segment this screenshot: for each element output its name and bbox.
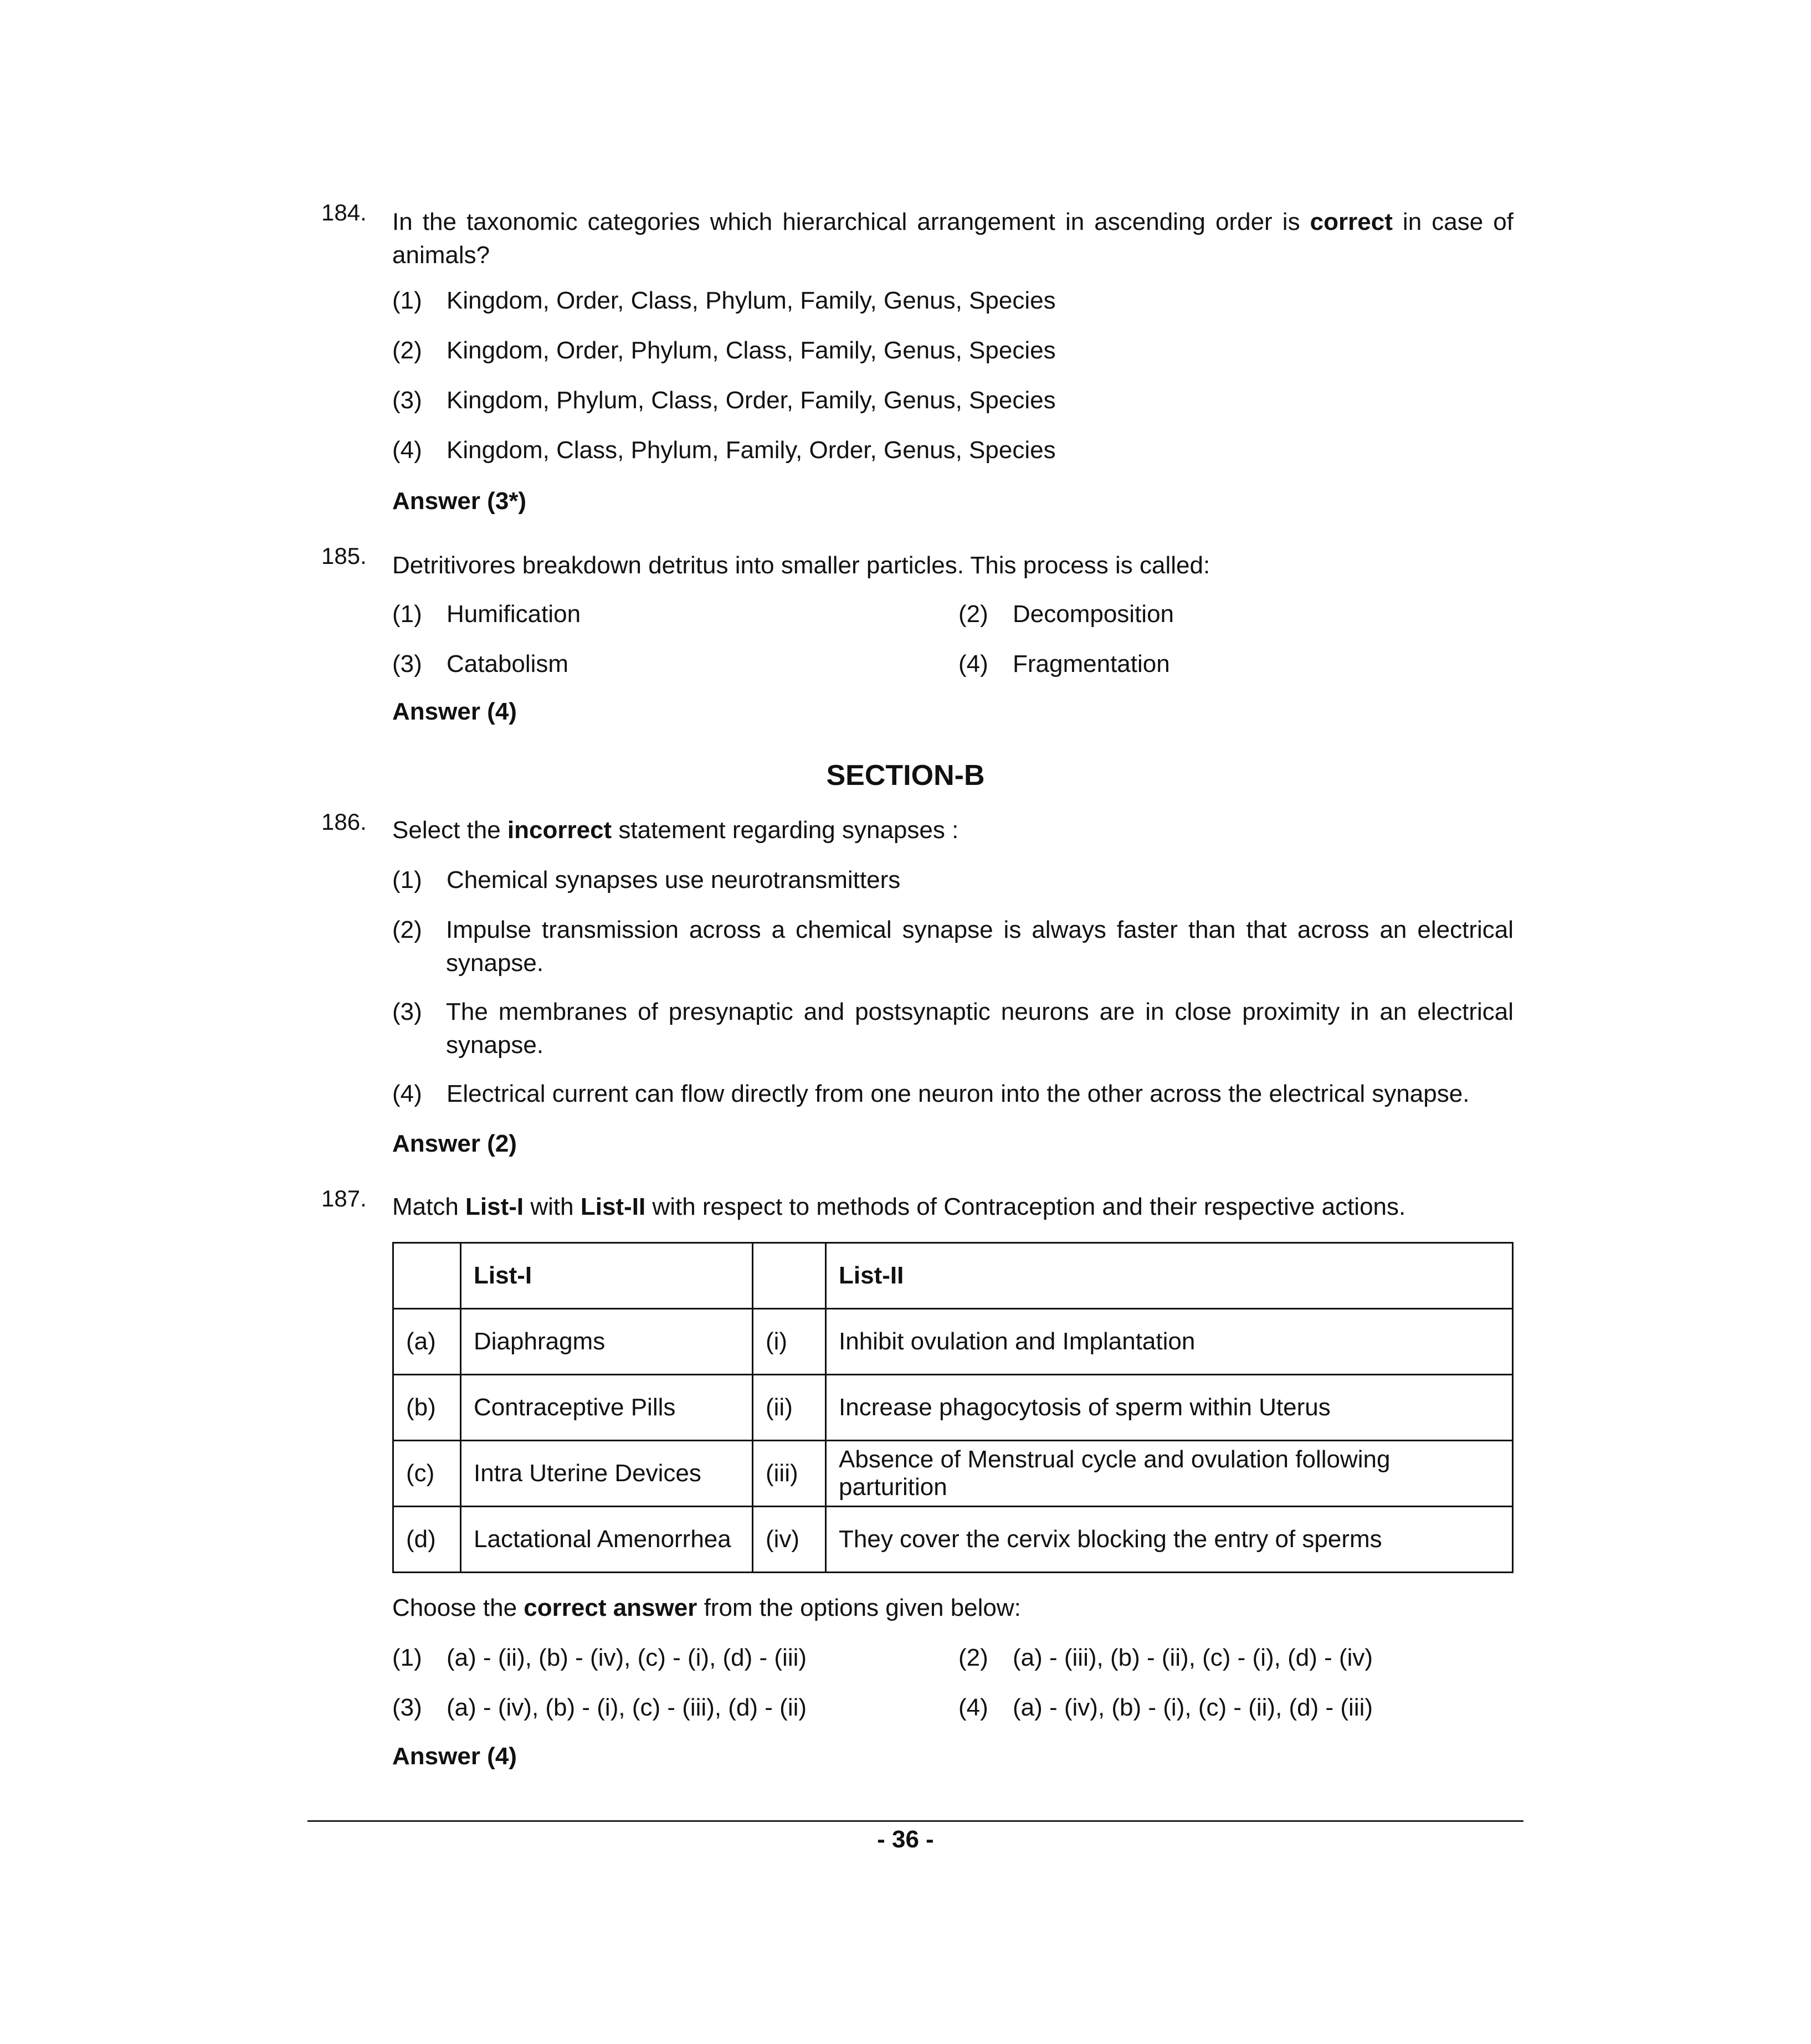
list2-item: Inhibit ovulation and Implantation <box>826 1309 1513 1375</box>
q187-number: 187. <box>321 1185 367 1211</box>
table-row <box>393 1507 1513 1573</box>
q186-option-1: (1) Chemical synapses use neurotransmitters <box>392 866 901 893</box>
q187-option-1: (1) (a) - (ii), (b) - (iv), (c) - (i), (d) - (iii) <box>392 1644 807 1671</box>
list2-item: Absence of Menstrual cycle and ovulation following parturition <box>826 1441 1513 1507</box>
q186-answer: Answer (2) <box>392 1130 517 1157</box>
page-number: - 36 - <box>877 1826 934 1853</box>
q186-number: 186. <box>321 809 367 835</box>
list1-item: Lactational Amenorrhea <box>461 1507 753 1573</box>
q187-answer: Answer (4) <box>392 1743 517 1770</box>
q186-text: Select the incorrect statement regarding synapses : <box>392 816 959 844</box>
table-row <box>393 1375 1513 1441</box>
list1-item: Contraceptive Pills <box>461 1375 753 1441</box>
q186-option-2-cont: synapse. <box>446 949 544 977</box>
q184-option-2: (2) Kingdom, Order, Phylum, Class, Family, Genus, Species <box>392 337 1056 364</box>
match-table <box>392 1242 1514 1573</box>
q184-answer: Answer (3*) <box>392 487 527 515</box>
q185-number: 185. <box>321 543 367 569</box>
q184-option-3: (3) Kingdom, Phylum, Class, Order, Family, Genus, Species <box>392 387 1056 414</box>
q184-option-4: (4) Kingdom, Class, Phylum, Family, Order, Genus, Species <box>392 436 1056 464</box>
q187-option-2: (2) (a) - (iii), (b) - (ii), (c) - (i), (d) - (iv) <box>958 1644 1373 1671</box>
table-row <box>393 1309 1513 1375</box>
list2-header: List-II <box>826 1243 1513 1309</box>
q186-option-3: The membranes of presynaptic and postsynaptic neurons are in close proximity in an electrical <box>446 998 1514 1025</box>
row-label: (c) <box>393 1441 461 1507</box>
row-label: (b) <box>393 1375 461 1441</box>
section-title: SECTION-B <box>826 759 985 792</box>
list2-item: They cover the cervix blocking the entry of sperms <box>826 1507 1513 1573</box>
q184-text-line2: animals? <box>392 242 490 269</box>
q185-option-4: (4) Fragmentation <box>958 650 1170 677</box>
q187-option-4: (4) (a) - (iv), (b) - (i), (c) - (ii), (d) - (iii) <box>958 1694 1373 1721</box>
row-numeral: (ii) <box>753 1375 826 1441</box>
q184-text: In the taxonomic categories which hierarchical arrangement in ascending order is correct in case of <box>392 208 1514 235</box>
row-numeral: (iv) <box>753 1507 826 1573</box>
list1-item: Diaphragms <box>461 1309 753 1375</box>
q185-option-1: (1) Humification <box>392 600 581 628</box>
q184-option-1: (1) Kingdom, Order, Class, Phylum, Family, Genus, Species <box>392 287 1056 314</box>
q186-option-3-num: (3) <box>392 998 422 1025</box>
table-cell <box>393 1243 461 1309</box>
row-label: (d) <box>393 1507 461 1573</box>
row-numeral: (i) <box>753 1309 826 1375</box>
row-label: (a) <box>393 1309 461 1375</box>
q186-option-2: Impulse transmission across a chemical synapse is always faster than that across an electrical <box>446 916 1514 943</box>
q186-option-3-cont: synapse. <box>446 1031 544 1059</box>
footer-divider <box>307 1820 1523 1822</box>
list1-header: List-I <box>461 1243 753 1309</box>
q187-option-3: (3) (a) - (iv), (b) - (i), (c) - (iii), (d) - (ii) <box>392 1694 807 1721</box>
q185-option-3: (3) Catabolism <box>392 650 569 677</box>
q185-text: Detritivores breakdown detritus into smaller particles. This process is called: <box>392 552 1210 579</box>
table-cell <box>753 1243 826 1309</box>
table-row <box>393 1441 1513 1507</box>
q187-text: Match List-I with List-II with respect to methods of Contraception and their respective actions. <box>392 1193 1406 1220</box>
list1-item: Intra Uterine Devices <box>461 1441 753 1507</box>
row-numeral: (iii) <box>753 1441 826 1507</box>
list2-item: Increase phagocytosis of sperm within Uterus <box>826 1375 1513 1441</box>
q184-number: 184. <box>321 199 367 225</box>
q185-option-2: (2) Decomposition <box>958 600 1174 628</box>
q186-option-4: (4) Electrical current can flow directly from one neuron into the other across the electrical synapse. <box>392 1080 1470 1107</box>
q187-choose-text: Choose the correct answer from the options given below: <box>392 1594 1021 1621</box>
q186-option-2-num: (2) <box>392 916 422 943</box>
q185-answer: Answer (4) <box>392 698 517 725</box>
table-header-row <box>393 1243 1513 1309</box>
